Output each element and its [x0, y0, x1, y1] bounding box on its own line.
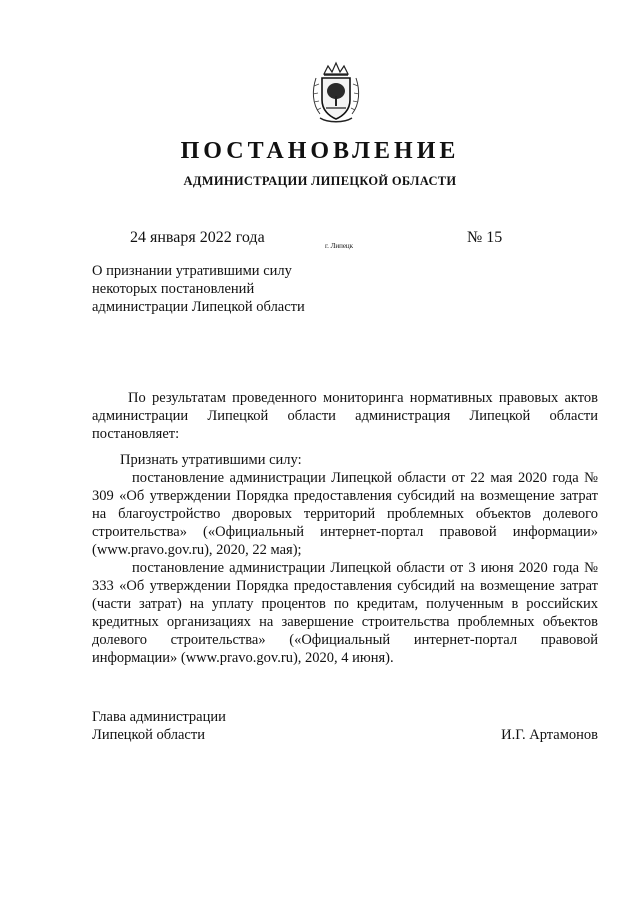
document-body — [92, 389, 598, 667]
document-subject — [92, 262, 392, 316]
revoked-decree-item: постановление администрации Липецкой области от 22 мая 2020 года № 309 «Об утверждении Порядка предоставления субсидий на возмещение затрат на благоустройство дворовых территорий проблемных объектов долевого строительства» («Официальный интернет-портал правовой информации» (www.pravo.gov.ru), 2020, 22 мая); — [92, 470, 598, 558]
recognize-paragraph: Признать утратившими силу: — [120, 452, 302, 468]
signatory-name: И.Г. Артамонов — [501, 727, 598, 743]
subject-line: О признании утратившими силу — [92, 263, 292, 279]
document-title: ПОСТАНОВЛЕНИЕ — [180, 138, 460, 164]
subject-line: некоторых постановлений — [92, 281, 255, 297]
revoked-decree-item: постановление администрации Липецкой области от 3 июня 2020 года № 333 «Об утверждении Порядка предоставления субсидий на возмещение затрат (части затрат) на уплату процентов по кредитам, полученным в российских кредитных организациях на завершение строительства проблемных объектов долевого строительства» («Официальный интернет-портал правовой информации» (www.pravo.gov.ru), 2020, 4 июня). — [92, 560, 598, 666]
subject-line: администрации Липецкой области — [92, 299, 305, 315]
issuing-authority: АДМИНИСТРАЦИИ ЛИПЕЦКОЙ ОБЛАСТИ — [183, 174, 457, 188]
coat-of-arms-emblem — [310, 60, 362, 126]
document-number: № 15 — [467, 229, 503, 246]
document-city: г. Липецк — [325, 242, 354, 250]
document-date: 24 января 2022 года — [130, 229, 265, 246]
position-line: Глава администрации — [92, 709, 226, 725]
intro-paragraph: По результатам проведенного мониторинга нормативных правовых актов администрации Липецкой области администрация Липецкой области постановляет: — [92, 390, 598, 442]
position-line: Липецкой области — [92, 727, 205, 743]
signatory-position — [92, 708, 226, 744]
